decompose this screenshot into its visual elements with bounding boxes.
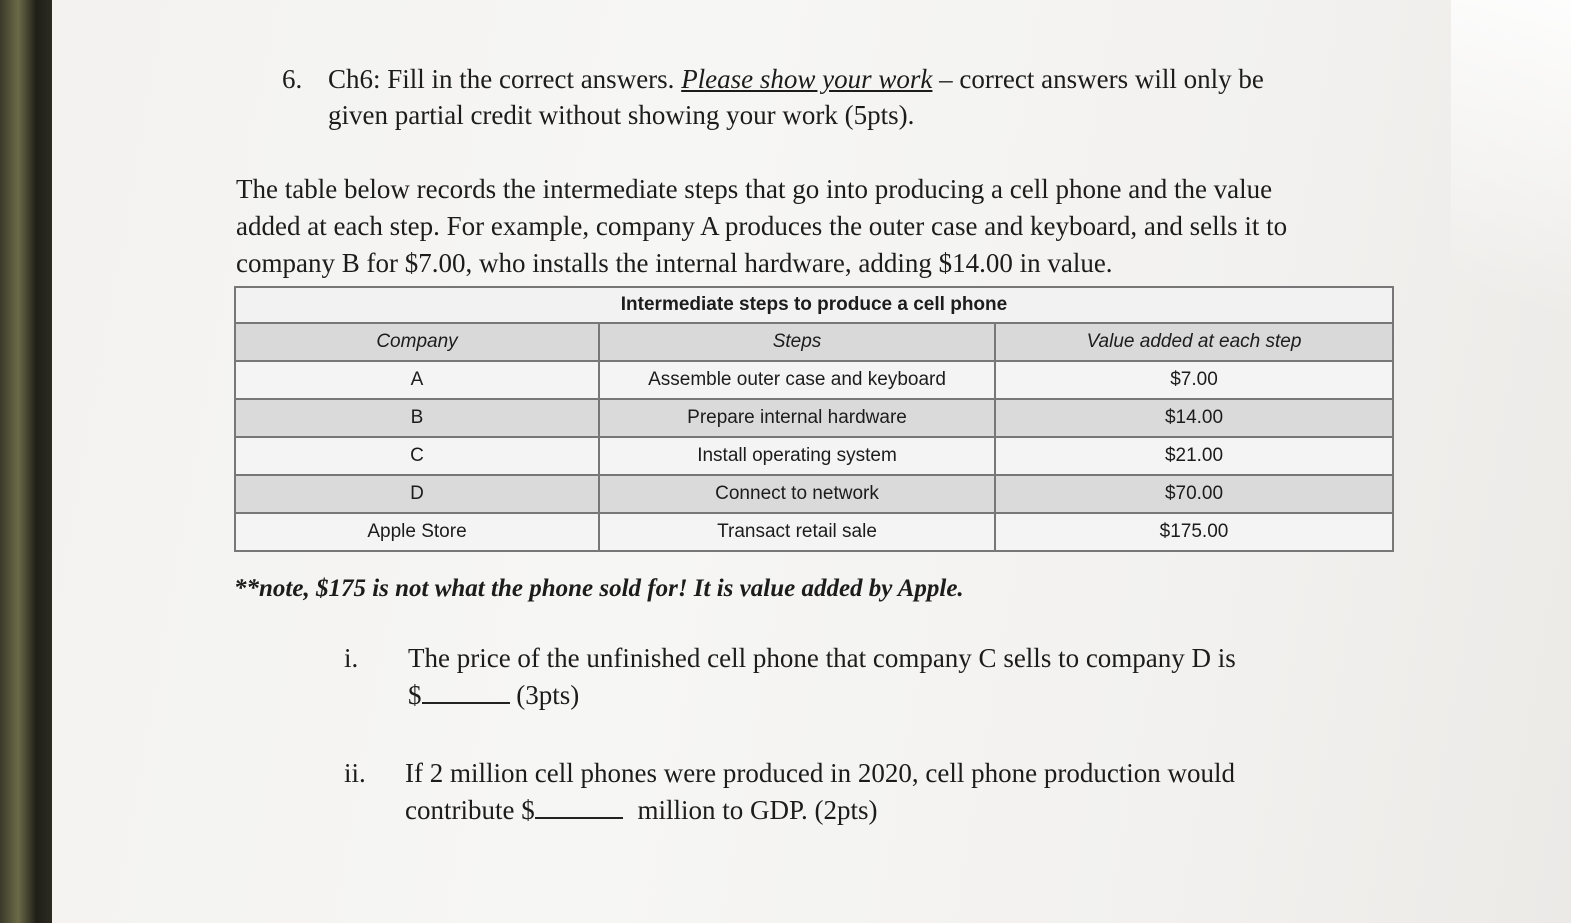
intro-line-1: The table below records the intermediate steps that go into producing a cell phone and the value: [236, 174, 1273, 204]
intro-line-3: company B for $7.00, who installs the internal hardware, adding $14.00 in value.: [236, 248, 1113, 278]
question-prefix: Ch6: Fill in the correct answers.: [328, 64, 675, 94]
subquestion-i-points: (3pts): [516, 680, 580, 710]
light-glare: [1451, 0, 1571, 500]
subquestion-i-marker: i.: [344, 643, 359, 673]
subquestion-i-line-2: [408, 680, 579, 711]
subquestion-ii-contribute: contribute $: [405, 795, 535, 825]
desk-edge-background: [0, 0, 52, 923]
cell-company: Apple Store: [235, 513, 599, 551]
table-row: [235, 513, 1393, 551]
cell-value: $70.00: [995, 475, 1393, 513]
cell-value: $14.00: [995, 399, 1393, 437]
table-row: [235, 437, 1393, 475]
table-row: [235, 399, 1393, 437]
table-header-row: [235, 323, 1393, 361]
cell-company: B: [235, 399, 599, 437]
table-row: [235, 475, 1393, 513]
subquestion-i-line-1: The price of the unfinished cell phone that company C sells to company D is: [408, 643, 1236, 673]
answer-blank-ii[interactable]: [535, 817, 623, 819]
cell-step: Install operating system: [599, 437, 995, 475]
subquestion-ii-points: million to GDP. (2pts): [637, 795, 878, 825]
subquestion-ii-marker: ii.: [344, 758, 366, 788]
cell-step: Connect to network: [599, 475, 995, 513]
header-steps: Steps: [599, 323, 995, 361]
subquestion-ii-line-2: [405, 795, 878, 826]
header-company: Company: [235, 323, 599, 361]
cell-step: Transact retail sale: [599, 513, 995, 551]
question-line-1: [328, 64, 1264, 95]
table-row: [235, 361, 1393, 399]
answer-blank-i[interactable]: [422, 702, 510, 704]
header-value-added: Value added at each step: [995, 323, 1393, 361]
table-caption-row: [235, 287, 1393, 323]
cell-company: C: [235, 437, 599, 475]
subquestion-i-dollar: $: [408, 680, 422, 710]
cell-company: D: [235, 475, 599, 513]
cell-value: $7.00: [995, 361, 1393, 399]
cell-company: A: [235, 361, 599, 399]
apple-note: **note, $175 is not what the phone sold for! It is value added by Apple.: [234, 575, 964, 602]
intro-line-2: added at each step. For example, company A produces the outer case and keyboard, and sells it to: [236, 211, 1288, 241]
table-caption: Intermediate steps to produce a cell phone: [235, 287, 1393, 323]
question-number: 6.: [282, 64, 303, 94]
production-steps-table: [234, 286, 1394, 552]
cell-step: Assemble outer case and keyboard: [599, 361, 995, 399]
cell-value: $21.00: [995, 437, 1393, 475]
question-emphasis: Please show your work: [681, 64, 933, 94]
cell-step: Prepare internal hardware: [599, 399, 995, 437]
subquestion-ii-line-1: If 2 million cell phones were produced in 2020, cell phone production would: [405, 758, 1236, 788]
cell-value: $175.00: [995, 513, 1393, 551]
question-line-2: given partial credit without showing your work (5pts).: [328, 100, 915, 130]
question-suffix: – correct answers will only be: [939, 64, 1264, 94]
